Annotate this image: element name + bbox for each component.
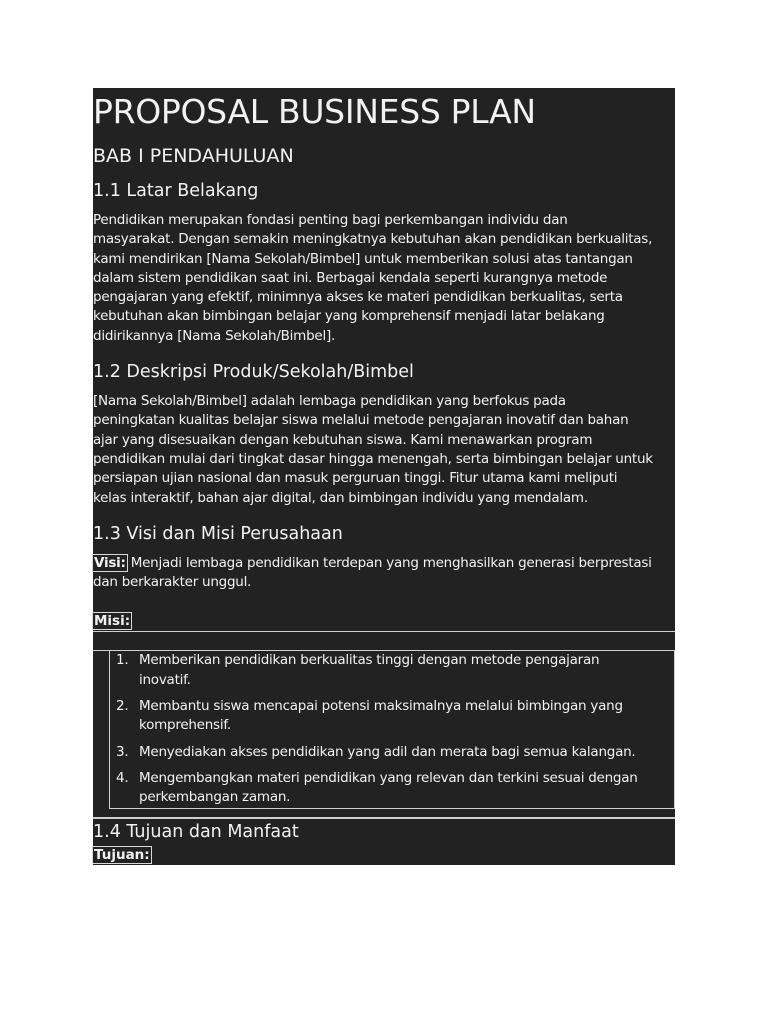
text-line: Mengembangkan materi pendidikan yang relevan dan terkini sesuai dengan	[139, 769, 638, 786]
list-number: 4.	[116, 769, 129, 786]
section-heading-1-4: 1.4 Tujuan dan Manfaat	[93, 821, 299, 842]
section-heading-1-1: 1.1 Latar Belakang	[93, 181, 259, 201]
misi-list-container	[93, 631, 675, 817]
text-line: Memberikan pendidikan berkualitas tinggi dengan metode pengajaran	[139, 652, 600, 669]
text-line: Pendidikan merupakan fondasi penting bagi perkembangan individu dan	[93, 212, 568, 228]
list-number: 1.	[116, 652, 129, 669]
list-number: 2.	[116, 698, 129, 715]
document-title: PROPOSAL BUSINESS PLAN	[93, 92, 536, 131]
visi-label: Visi:	[94, 554, 126, 571]
text-line	[93, 554, 675, 573]
text-line: peningkatan kualitas belajar siswa melalui metode pengajaran inovatif dan bahan	[93, 412, 629, 429]
misi-label-row	[93, 612, 675, 631]
paragraph-latar-belakang	[93, 203, 675, 346]
text-line: kami mendirikan [Nama Sekolah/Bimbel] untuk memberikan solusi atas tantangan	[93, 250, 633, 267]
document-body	[93, 88, 675, 631]
list-item	[110, 762, 674, 808]
section-heading-1-2: 1.2 Deskripsi Produk/Sekolah/Bimbel	[93, 362, 414, 383]
text-line: ajar yang disesuaikan dengan kebutuhan siswa. Kami menawarkan program	[93, 431, 593, 448]
misi-label: Misi:	[94, 613, 131, 630]
list-item	[110, 736, 674, 762]
text-line: masyarakat. Dengan semakin meningkatnya kebutuhan akan pendidikan berkualitas,	[93, 231, 653, 248]
text-line: dan berkarakter unggul.	[93, 574, 252, 591]
chapter-heading: BAB I PENDAHULUAN	[93, 145, 294, 167]
list-item	[110, 690, 674, 736]
text-line: Menyediakan akses pendidikan yang adil dan merata bagi semua kalangan.	[139, 743, 636, 760]
tujuan-label: Tujuan:	[94, 846, 150, 863]
paragraph-visi	[93, 546, 675, 613]
text-line: komprehensif.	[139, 717, 231, 734]
text-line: Membantu siswa mencapai potensi maksimalnya melalui bimbingan yang	[139, 698, 623, 715]
section-heading-1-3: 1.3 Visi dan Misi Perusahaan	[93, 523, 343, 544]
text-line: kelas interaktif, bahan ajar digital, dan bimbingan individu yang mendalam.	[93, 489, 588, 506]
text-line: perkembangan zaman.	[139, 789, 291, 806]
paragraph-deskripsi	[93, 384, 675, 508]
visi-text: Menjadi lembaga pendidikan terdepan yang menghasilkan generasi berprestasi	[126, 554, 652, 571]
list-indent	[93, 651, 109, 808]
text-line: kebutuhan akan bimbingan belajar yang komprehensif menjadi latar belakang	[93, 308, 605, 325]
section-1-4	[93, 818, 675, 865]
text-line: inovatif.	[139, 671, 191, 688]
text-line: [Nama Sekolah/Bimbel] adalah lembaga pendidikan yang berfokus pada	[93, 393, 566, 410]
list-item	[110, 651, 674, 690]
list-band	[93, 651, 675, 808]
misi-list	[110, 651, 674, 807]
text-line: pengajaran yang efektif, minimnya akses ke materi pendidikan berkualitas, serta	[93, 289, 623, 306]
list-bottom-band	[93, 809, 675, 818]
list-number: 3.	[116, 743, 129, 760]
document-page	[93, 88, 675, 865]
text-line: persiapan ujian nasional dan masuk perguruan tinggi. Fitur utama kami meliputi	[93, 470, 618, 487]
text-line: pendidikan mulai dari tingkat dasar hingga menengah, serta bimbingan belajar untuk	[93, 450, 653, 467]
list-top-band	[93, 631, 675, 651]
text-line: didirikannya [Nama Sekolah/Bimbel].	[93, 327, 336, 344]
tujuan-label-row	[93, 844, 675, 865]
misi-list-box	[109, 651, 675, 808]
text-line: dalam sistem pendidikan saat ini. Berbagai kendala seperti kurangnya metode	[93, 269, 608, 286]
